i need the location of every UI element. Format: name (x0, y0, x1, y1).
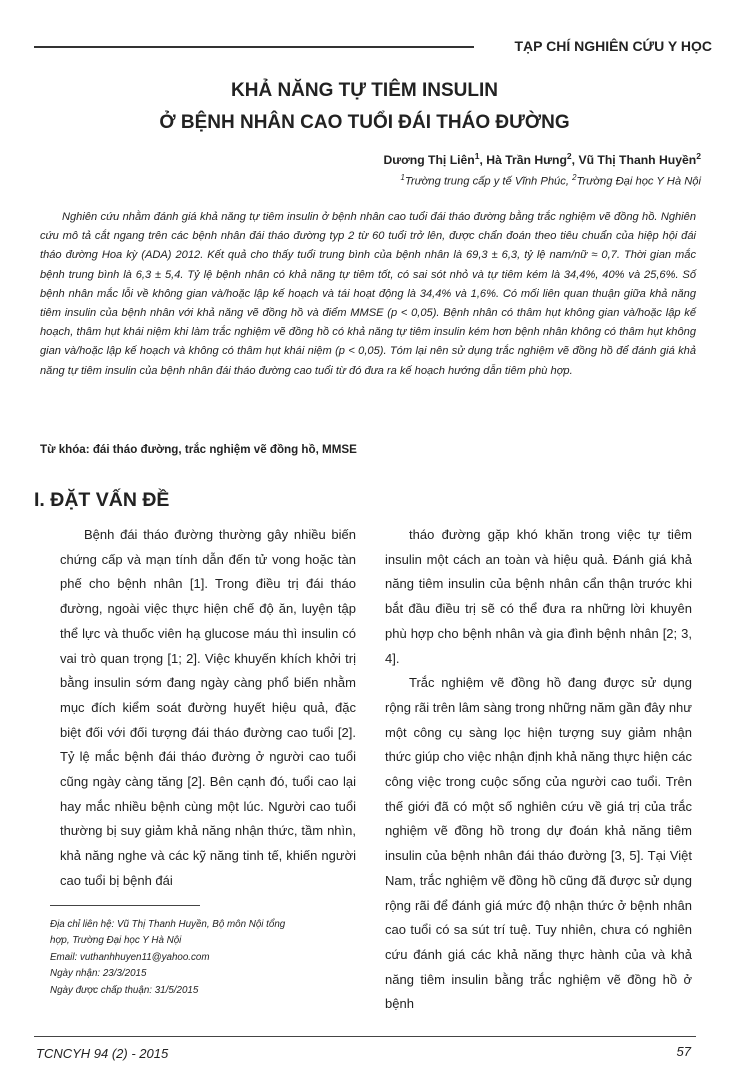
body-paragraph: tháo đường gặp khó khăn trong việc tự tiêm insulin một cách an toàn và hiệu quả. Đánh giá khả năng tiêm insulin của bệnh nhân cẩn thận trước khi bắt đầu điều trị sẽ có thể đưa ra những lời khuyên phù hợp cho bệnh nhân và gia đình bệnh nhân [2; 3, 4]. (385, 527, 692, 666)
footer-rule (34, 1036, 696, 1037)
author-separator: , (571, 153, 579, 168)
author-name: Vũ Thị Thanh Huyền (578, 153, 697, 168)
affiliation-list (400, 173, 701, 188)
affiliation-text: Trường Đại học Y Hà Nội (576, 175, 701, 188)
footnote-contact: hợp, Trường Đại học Y Hà Nội (50, 935, 182, 947)
author-name: Hà Trần Hưng (486, 153, 567, 168)
correspondence-footnote (50, 917, 360, 999)
author-affiliation-mark: 1 (474, 151, 480, 161)
author-list (383, 151, 701, 167)
footnote-email: Email: vuthanhhuyen11@yahoo.com (50, 951, 210, 963)
header-rule (34, 46, 474, 48)
body-column-left (60, 523, 356, 894)
footnote-rule (50, 905, 200, 906)
journal-name: TẠP CHÍ NGHIÊN CỨU Y HỌC (514, 38, 712, 54)
author-affiliation-mark: 2 (696, 151, 701, 161)
article-title-line-2: Ở BỆNH NHÂN CAO TUỔI ĐÁI THÁO ĐƯỜNG (159, 112, 570, 133)
author-name: Dương Thị Liên (383, 153, 475, 168)
body-paragraph: Trắc nghiệm vẽ đồng hồ đang được sử dụng rộng rãi trên lâm sàng trong những năm gần đây như một công cụ sàng lọc hiện tượng suy giảm nhận thức giúp cho việc nhận định khả năng thực hiện các công việc trong cuộc sống của người cao tuổi. Trên thế giới đã có một số nghiên cứu về giá trị của trắc nghiệm vẽ đồng hồ trong dự đoán khả năng tiêm insulin của bệnh nhân đái tháo đường [3, 5]. Tại Việt Nam, trắc nghiệm vẽ đồng hồ cũng đã được sử dụng rộng rãi để đánh giá mức độ nhận thức ở bệnh nhân cao tuổi có sa sút trí tuệ. Tuy nhiên, chưa có nghiên cứu đánh giá các khả năng thực hành của và khả năng tiêm insulin bằng trắc nghiệm vẽ đồng hồ ở bệnh (385, 675, 692, 1012)
author-affiliation-mark: 2 (566, 151, 572, 161)
footer-citation: TCNCYH 94 (2) - 2015 (36, 1046, 169, 1061)
abstract: Nghiên cứu nhằm đánh giá khả năng tự tiêm insulin ở bệnh nhân cao tuổi đái tháo đường bằng trắc nghiệm vẽ đồng hồ. Nghiên cứu mô tả cắt ngang trên các bệnh nhân đái tháo đường typ 2 từ 60 tuổi trở lên, được chẩn đoán theo tiêu chuẩn của hiệp hội đái tháo đường Hoa kỳ (ADA) 2012. Kết quả cho thấy tuổi trung bình của bệnh nhân là 69,3 ± 6,3, tỷ lệ nam/nữ ≈ 0,7. Thời gian mắc bệnh trung bình là 6,3 ± 5,4. Tỷ lệ bệnh nhân có khả năng tự tiêm tốt, có sai sót nhỏ và tự tiêm kém là 34,4%, 40% và 25,6%. Số bệnh nhân mắc lỗi về không gian và/hoặc lập kế hoạch và tái hoạt động là 34,4% và 1,6%. Có mối liên quan thuận giữa khả năng tiêm insulin của bệnh nhân với khả năng vẽ đồng hồ và điểm MMSE (p < 0,05). Bệnh nhân có thâm hụt không gian và/hoặc lập kế hoạch, thâm hụt khái niệm khi làm trắc nghiệm vẽ đồng hồ có khả năng tự tiêm insulin kém hơn bệnh nhân không có thâm hụt không gian và/hoặc lập kế hoạch và không có thâm hụt khái niệm (p < 0,05). Tóm lại nên sử dụng trắc nghiệm vẽ đồng hồ để đánh giá khả năng tự tiêm insulin của bệnh nhân đái tháo đường cao tuổi từ đó đưa ra kế hoạch hướng dẫn tiêm phù hợp. (40, 211, 696, 377)
page-number: 57 (676, 1044, 691, 1059)
body-paragraph: Bệnh đái tháo đường thường gây nhiều biến chứng cấp và mạn tính dẫn đến tử vong hoặc tàn phế cho bệnh nhân [1]. Trong điều trị đái tháo đường, ngoài việc thực hiện chế độ ăn, luyện tập thể lực và thuốc viên hạ glucose máu thì insulin có vai trò quan trọng [1; 2]. Việc khuyến khích khởi trị bằng insulin sớm đang ngày càng phổ biến nhằm mục đích kiểm soát đường huyết hiệu quả, đặc biệt đối với đối tượng đái tháo đường cao tuổi [2]. Tỷ lệ mắc bệnh đái tháo đường ở người cao tuổi cũng ngày càng tăng [2]. Bên cạnh đó, tuổi cao lại hay mắc nhiều bệnh cùng một lúc. Người cao tuổi thường bị suy giảm khả năng nhận thức, tầm nhìn, khả năng nghe và các kỹ năng tinh tế, khiến người cao tuổi bị bệnh đái (60, 527, 356, 888)
keywords: Từ khóa: đái tháo đường, trắc nghiệm vẽ đồng hồ, MMSE (40, 443, 357, 456)
section-heading: I. ĐẶT VẤN ĐỀ (34, 489, 170, 511)
body-column-right (385, 523, 692, 1017)
affiliation-mark: 1 (400, 173, 405, 182)
footnote-accepted-date: Ngày được chấp thuận: 31/5/2015 (50, 984, 199, 996)
article-title-line-1: KHẢ NĂNG TỰ TIÊM INSULIN (231, 80, 498, 101)
footnote-contact: Địa chỉ liên hệ: Vũ Thị Thanh Huyền, Bộ môn Nội tổng (50, 919, 286, 930)
affiliation-text: Trường trung cấp y tế Vĩnh Phúc, (404, 175, 573, 188)
affiliation-mark: 2 (572, 173, 577, 182)
footnote-received-date: Ngày nhận: 23/3/2015 (50, 968, 147, 980)
author-separator: , (479, 153, 487, 168)
